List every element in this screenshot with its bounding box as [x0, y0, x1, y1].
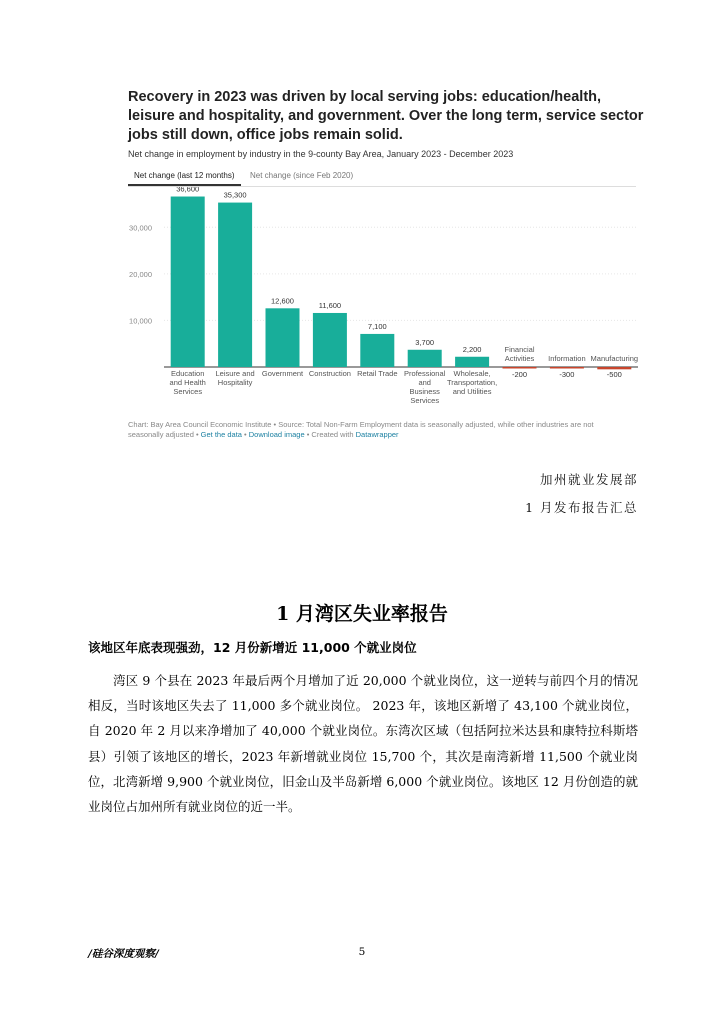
category-label: Professional [404, 369, 446, 378]
category-label: Leisure and [215, 369, 255, 378]
download-image-link[interactable]: Download image [248, 430, 305, 439]
chart-source: Chart: Bay Area Council Economic Institute • Source: Total Non-Farm Employment data is seasonally adjusted, while other industries are not seasonally adjusted • [128, 420, 594, 439]
bar [408, 350, 442, 367]
category-label: Manufacturing [590, 354, 639, 363]
category-label: Information [548, 354, 586, 363]
category-label: Wholesale, [453, 369, 491, 378]
bar [171, 197, 205, 367]
bar [455, 357, 489, 367]
category-label: Services [173, 387, 203, 396]
category-label: Financial [504, 345, 535, 354]
data-label: -200 [511, 370, 528, 379]
y-tick-label: 30,000 [129, 223, 152, 233]
category-label: Education [171, 369, 205, 378]
bar [218, 203, 252, 367]
bar [503, 367, 537, 369]
chart-title: Recovery in 2023 was driven by local serving jobs: education/health, leisure and hospitality, and government. Over the long term, service sector jobs still down, office jobs remain solid. [128, 89, 644, 143]
report-subheading: 该地区年底表现强劲，12 月份新增近 11,000 个就业岗位 [88, 640, 417, 655]
category-label: Activities [504, 354, 535, 363]
category-label: and [418, 378, 431, 387]
attribution-line-1: 加州就业发展部 [539, 472, 638, 487]
chart-subtitle: Net change in employment by industry in the 9-county Bay Area, January 2023 - December 2023 [128, 149, 514, 159]
data-label: -500 [606, 370, 622, 379]
category-label: Retail Trade [357, 369, 398, 378]
footer-separator: • [241, 430, 249, 439]
attribution-line-2: 1 月发布报告汇总 [525, 500, 638, 515]
datawrapper-link[interactable]: Datawrapper [355, 430, 399, 439]
data-label: 36,600 [176, 184, 200, 194]
data-label: 7,100 [367, 321, 387, 331]
bar [597, 367, 631, 369]
category-label: Construction [308, 369, 351, 378]
data-label: 11,600 [318, 300, 342, 310]
get-data-link[interactable]: Get the data [200, 430, 242, 439]
report-title: 1 月湾区失业率报告 [276, 603, 448, 625]
category-label: Hospitality [217, 378, 253, 387]
data-label: 2,200 [462, 344, 482, 354]
data-label: 12,600 [271, 296, 294, 306]
bar [550, 367, 584, 369]
category-label: and Utilities [452, 387, 492, 396]
category-label: Business [409, 387, 440, 396]
y-tick-label: 20,000 [129, 269, 152, 279]
data-label: -300 [559, 370, 575, 379]
footer-publication-name: /硅谷深度观察/ [88, 948, 159, 960]
data-label: 35,300 [223, 190, 247, 200]
chart-footer [128, 420, 628, 440]
page-number: 5 [358, 946, 366, 958]
bar [266, 308, 300, 367]
category-label: Transportation, [447, 378, 498, 387]
data-label: 3,700 [415, 337, 435, 347]
chart-tabs [128, 168, 636, 187]
bar [313, 313, 347, 367]
report-paragraph: 湾区 9 个县在 2023 年最后两个月增加了近 20,000 个就业岗位，这一逆转与前四个月的情况相反，当时该地区失去了 11,000 多个就业岗位。 2023 年，该地区新增了 43,100 个就业岗位，自 2020 年 2 月以来净增加了 40,000 个就业岗位。东湾次区域（包括阿拉米达县和康特拉科斯塔县）引领了该地区的增长，2023 年新增就业岗位 15,700 个，其次是南湾新增 11,500 个就业岗位，北湾新增 9,900 个就业岗位，旧金山及半岛新增 6,000 个就业岗位。该地区 12 月份创造的就业岗位占加州所有就业岗位的近一半。 [88, 673, 638, 815]
category-label: Government [261, 369, 304, 378]
category-label: Services [410, 396, 440, 405]
tab-net-change-since-feb-2020[interactable]: Net change (since Feb 2020) [250, 171, 354, 180]
footer-separator: • Created with [304, 430, 356, 439]
chart-block [128, 88, 668, 448]
tab-net-change-last-12-months[interactable]: Net change (last 12 months) [128, 171, 241, 186]
y-tick-label: 10,000 [129, 316, 152, 326]
bar [360, 334, 394, 367]
category-label: and Health [169, 378, 206, 387]
